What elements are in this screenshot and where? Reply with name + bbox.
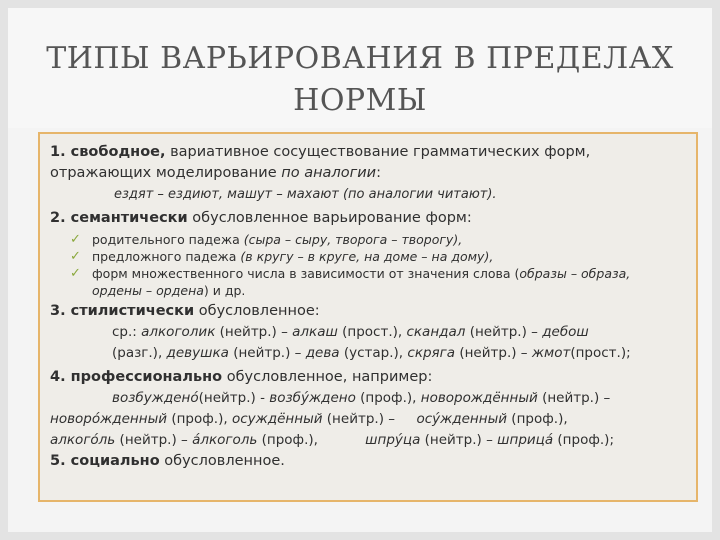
item-1-example: ездят – ездиют, машут – махают (по аналогии читают).: [114, 187, 497, 202]
example-text: (проф.),: [257, 432, 366, 448]
example-text: (прост.);: [570, 345, 631, 361]
check-item-example: ордены – ордена: [92, 283, 204, 298]
example-text: ср.:: [112, 324, 142, 340]
check-item-example: (в кругу – в круге, на доме – на дому),: [240, 249, 494, 264]
example-text: (нейтр.) –: [228, 345, 306, 361]
item-3-number: 3. стилистически: [50, 303, 195, 319]
example-word: жмот: [531, 345, 571, 361]
item-4-number: 4. профессионально: [50, 369, 223, 385]
example-word: девушка: [166, 345, 229, 361]
slide-title: [38, 38, 682, 122]
example-text: (нейтр.) –: [115, 432, 193, 448]
item-3-text: обусловленное:: [194, 303, 320, 319]
item-1-text: вариативное сосуществование грамматических форм,: [165, 144, 591, 160]
example-text: (проф.);: [553, 432, 614, 448]
example-word: скандал: [406, 324, 466, 340]
example-text: (проф.),: [507, 411, 568, 427]
example-word: алкого́ль: [50, 432, 116, 448]
example-text: (прост.),: [337, 324, 407, 340]
example-text: (нейтр.) –: [322, 411, 417, 427]
check-item: [50, 248, 686, 265]
example-text: (разг.),: [112, 345, 167, 361]
item-2-checklist: [50, 231, 686, 299]
example-word: скряга: [407, 345, 456, 361]
check-item-text: предложного падежа: [92, 249, 241, 264]
item-5-text: обусловленное.: [159, 453, 285, 469]
example-word: возбу́ждено: [269, 390, 356, 406]
item-5-number: 5. социально: [50, 453, 160, 469]
example-word: алкаш: [292, 324, 338, 340]
check-item-text: ) и др.: [203, 283, 246, 298]
item-4-example-2: [50, 409, 686, 430]
checkmark-icon: ✓: [70, 249, 81, 264]
example-word: дева: [305, 345, 340, 361]
check-item-text: форм множественного числа в зависимости от значения слова (: [92, 266, 520, 281]
example-word: а́лкоголь: [192, 432, 258, 448]
checkmark-icon: ✓: [70, 232, 81, 247]
example-text: (нейтр.) -: [198, 390, 270, 406]
title-line-1: ТИПЫ ВАРЬИРОВАНИЯ В ПРЕДЕЛАХ: [46, 41, 674, 76]
example-text: (нейтр.) –: [537, 390, 611, 406]
example-word: осуждённый: [231, 411, 323, 427]
item-5-line: [50, 451, 686, 472]
title-line-2: НОРМЫ: [293, 83, 427, 118]
title-area: [8, 8, 712, 128]
check-item-text: родительного падежа: [92, 232, 244, 247]
item-4-text: обусловленное, например:: [222, 369, 433, 385]
example-word: шприца́: [497, 432, 554, 448]
example-word: дебош: [542, 324, 589, 340]
item-1-colon: :: [376, 165, 381, 181]
example-word: шпру́ца: [365, 432, 421, 448]
item-2-line: [50, 208, 686, 229]
item-2-text: обусловленное варьирование форм:: [187, 210, 472, 226]
checkmark-icon: ✓: [70, 266, 81, 281]
example-text: (нейтр.) –: [455, 345, 532, 361]
example-word: алкоголик: [141, 324, 216, 340]
example-text: (проф.),: [355, 390, 421, 406]
content-box: [38, 132, 698, 502]
example-word: новорождённый: [420, 390, 538, 406]
example-text: (нейтр.) –: [465, 324, 543, 340]
example-text: (устар.),: [339, 345, 408, 361]
check-item-example: образы – образа,: [519, 266, 631, 281]
example-word: возбуждено́: [112, 390, 199, 406]
item-4-example-1: [50, 388, 686, 409]
item-4-example-3: [50, 430, 686, 451]
item-1-number: 1. свободное,: [50, 144, 166, 160]
example-text: (нейтр.) –: [215, 324, 293, 340]
item-1-text-2: отражающих моделирование: [50, 165, 282, 181]
check-item: [50, 231, 686, 248]
slide: [8, 8, 712, 532]
item-3-example-1: [50, 322, 686, 343]
item-4-line: [50, 367, 686, 388]
check-item-example: (сыра – сыру, творога – творогу),: [243, 232, 463, 247]
item-3-example-2: [50, 343, 686, 364]
item-1-analogy: по аналогии: [281, 165, 377, 181]
example-word: новоро́жденный: [50, 411, 168, 427]
item-1-line-1: [50, 142, 686, 163]
check-item: [50, 265, 686, 299]
example-word: осу́жденный: [416, 411, 508, 427]
item-3-line: [50, 301, 686, 322]
example-text: (проф.),: [167, 411, 232, 427]
item-2-number: 2. семантически: [50, 210, 188, 226]
example-text: (нейтр.) –: [420, 432, 498, 448]
item-1-line-2: [50, 163, 686, 184]
